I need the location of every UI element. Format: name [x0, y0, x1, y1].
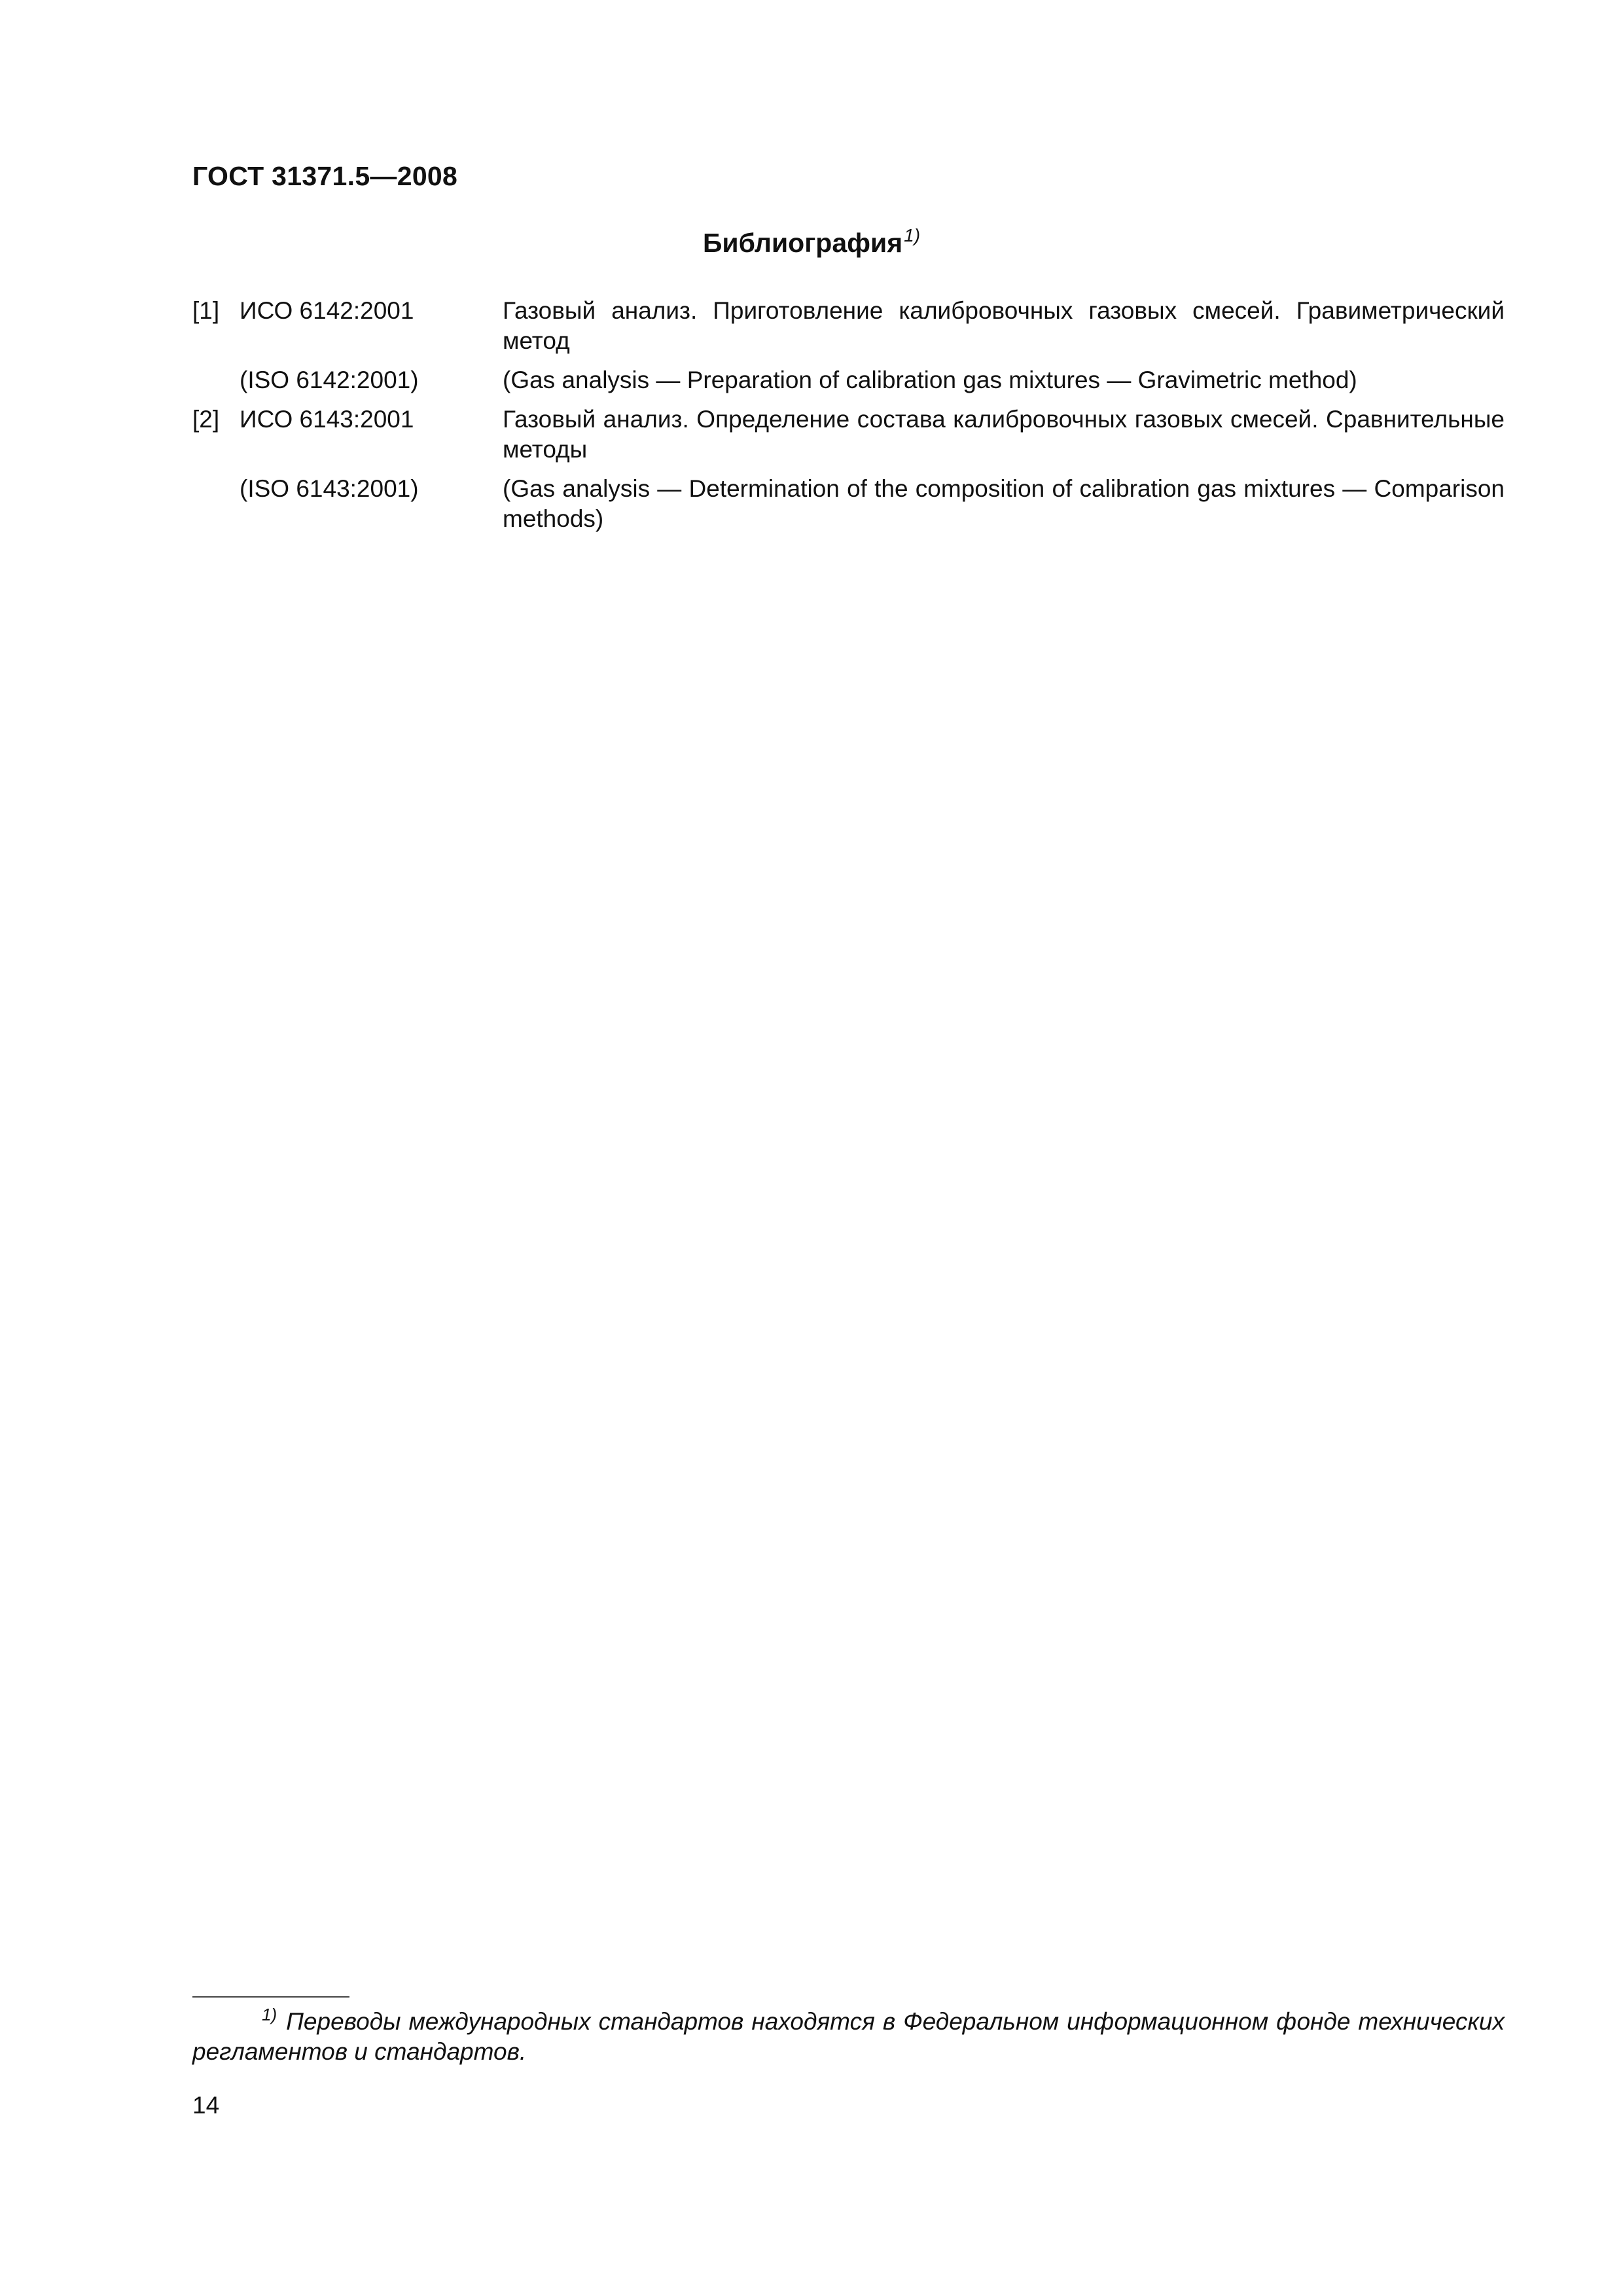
bibliography-entry — [192, 474, 1505, 534]
bibliography-title-text: Библиография — [702, 228, 903, 258]
bibliography-entry — [192, 296, 1505, 356]
entry-title: (Gas analysis — Determination of the composition of calibration gas mixtures — Comparison methods) — [503, 475, 1505, 532]
bibliography-entry — [192, 365, 1505, 395]
footnote-text: Переводы международных стандартов находятся в Федеральном информационном фонде технических регламентов и стандартов. — [192, 2008, 1505, 2065]
bibliography-list — [192, 296, 1505, 543]
entry-title: Газовый анализ. Определение состава калибровочных газовых смесей. Сравнительные методы — [503, 406, 1505, 463]
page-number: 14 — [192, 2092, 220, 2119]
entry-number: [1] — [192, 297, 220, 324]
document-code: ГОСТ 31371.5—2008 — [192, 161, 458, 191]
entry-number — [192, 474, 240, 534]
footnote-marker: 1) — [262, 2005, 277, 2024]
entry-title: (Gas analysis — Preparation of calibration gas mixtures — Gravimetric method) — [503, 367, 1357, 393]
entry-number — [192, 365, 240, 395]
bibliography-title — [0, 225, 1623, 259]
footnote-divider — [192, 1996, 349, 1998]
entry-standard-code: ИСО 6142:2001 — [240, 297, 414, 324]
footnote — [192, 2007, 1505, 2067]
bibliography-entry — [192, 404, 1505, 465]
entry-title: Газовый анализ. Приготовление калибровочных газовых смесей. Гравиметрический метод — [503, 297, 1505, 354]
entry-number: [2] — [192, 406, 220, 433]
entry-standard-code: ИСО 6143:2001 — [240, 406, 414, 433]
entry-standard-code: (ISO 6142:2001) — [240, 367, 419, 393]
bibliography-footnote-marker: 1) — [904, 225, 921, 245]
entry-standard-code: (ISO 6143:2001) — [240, 475, 419, 502]
